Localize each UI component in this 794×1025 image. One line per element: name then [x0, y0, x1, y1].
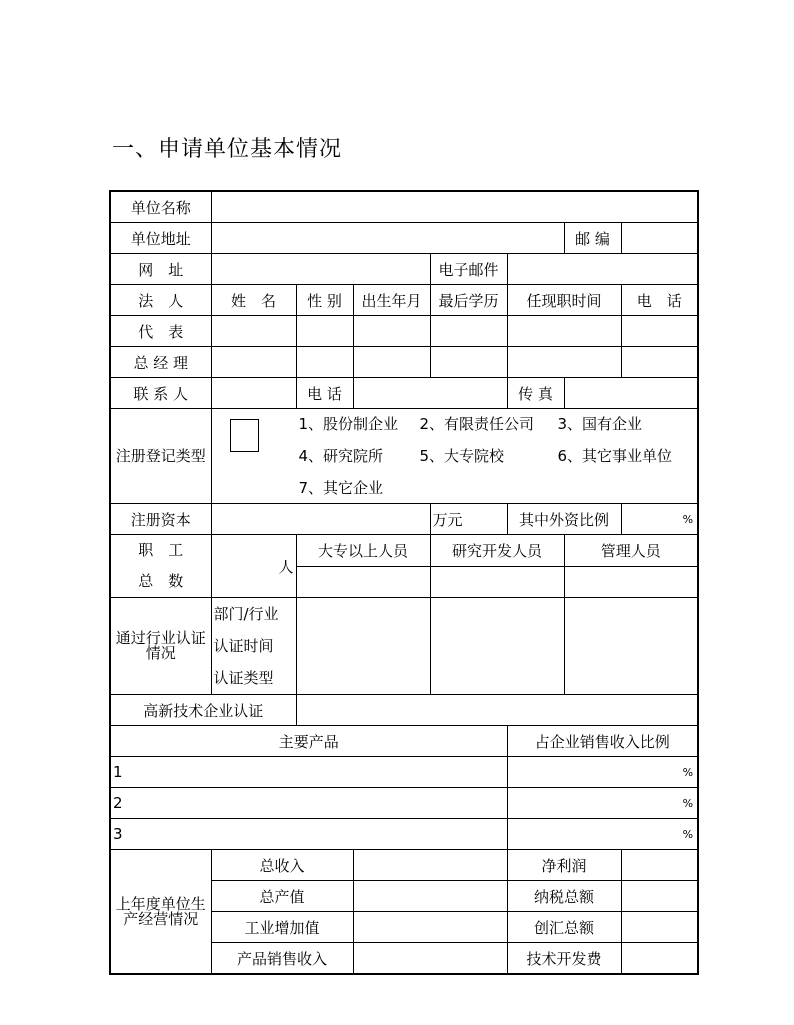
header-birth: 出生年月	[353, 285, 430, 316]
header-college: 大专以上人员	[296, 535, 430, 567]
label-tax-total: 纳税总额	[507, 881, 621, 912]
label-industry-cert	[110, 598, 211, 695]
row-industry-cert	[110, 598, 698, 695]
label-cert-time: 认证时间	[213, 637, 274, 655]
product-row	[110, 757, 698, 788]
row-products-header	[110, 726, 698, 757]
field-website[interactable]	[211, 254, 430, 285]
label-contact: 联 系 人	[110, 378, 211, 409]
row-website	[110, 254, 698, 285]
reg-type-text: 注册登记类型	[115, 446, 206, 465]
field-cert-3[interactable]	[564, 598, 698, 695]
reg-option: 6、其它事业单位	[557, 447, 673, 465]
field-total-income[interactable]	[353, 850, 507, 881]
row-ops-1	[110, 850, 698, 881]
label-email: 电子邮件	[430, 254, 507, 285]
field-reg-capital[interactable]	[211, 504, 430, 535]
label-cert-dept: 部门/行业	[213, 605, 279, 623]
row-legal-rep-header	[110, 285, 698, 316]
product-index[interactable]: 3	[110, 819, 507, 850]
label-reg-capital: 注册资本	[110, 504, 211, 535]
reg-option: 2、有限责任公司	[419, 415, 535, 433]
field-net-profit[interactable]	[621, 850, 698, 881]
product-ratio[interactable]: %	[507, 788, 698, 819]
header-managers: 管理人员	[564, 535, 698, 567]
row-general-manager	[110, 347, 698, 378]
product-ratio[interactable]: %	[507, 757, 698, 788]
header-gender: 性 别	[296, 285, 353, 316]
field-rep-tenure[interactable]	[507, 316, 621, 347]
product-row	[110, 788, 698, 819]
reg-type-checkbox[interactable]	[230, 419, 259, 452]
label-cert-type: 认证类型	[213, 669, 274, 687]
field-gm-tenure[interactable]	[507, 347, 621, 378]
label-industry-added: 工业增加值	[211, 912, 353, 943]
reg-option: 4、研究院所	[298, 447, 384, 465]
field-rnd-fee[interactable]	[621, 943, 698, 975]
product-index[interactable]: 1	[110, 757, 507, 788]
header-sales-ratio: 占企业销售收入比例	[507, 726, 698, 757]
reg-type-options	[299, 413, 698, 499]
label-net-profit: 净利润	[507, 850, 621, 881]
product-row	[110, 819, 698, 850]
product-ratio[interactable]: %	[507, 819, 698, 850]
reg-option: 5、大专院校	[419, 447, 505, 465]
field-postcode[interactable]	[621, 223, 698, 254]
row-unit-address	[110, 223, 698, 254]
label-last-year	[110, 850, 211, 975]
header-tenure: 任现职时间	[507, 285, 621, 316]
reg-type-cell	[211, 409, 698, 504]
reg-option: 3、国有企业	[557, 415, 643, 433]
label-foreign-ratio: 其中外资比例	[507, 504, 621, 535]
page-title: 一、申请单位基本情况	[112, 137, 343, 162]
field-managers[interactable]	[564, 566, 698, 598]
field-fax[interactable]	[564, 378, 698, 409]
field-rep-name[interactable]	[211, 316, 296, 347]
field-staff-total[interactable]	[211, 535, 296, 598]
field-rnd-staff[interactable]	[430, 566, 564, 598]
row-contact	[110, 378, 698, 409]
cert-labels	[211, 598, 296, 695]
label-general-manager: 总 经 理	[110, 347, 211, 378]
label-rnd-fee: 技术开发费	[507, 943, 621, 975]
field-rep-education[interactable]	[430, 316, 507, 347]
field-cert-2[interactable]	[430, 598, 564, 695]
field-gm-name[interactable]	[211, 347, 296, 378]
row-reg-type	[110, 409, 698, 504]
header-phone: 电 话	[621, 285, 698, 316]
field-gm-education[interactable]	[430, 347, 507, 378]
row-staff-header	[110, 535, 698, 567]
label-reg-type	[110, 409, 211, 504]
header-education: 最后学历	[430, 285, 507, 316]
row-unit-name	[110, 191, 698, 223]
field-gm-birth[interactable]	[353, 347, 430, 378]
label-hightech-cert: 高新技术企业认证	[110, 695, 296, 726]
field-rep-phone[interactable]	[621, 316, 698, 347]
header-main-products: 主要产品	[110, 726, 507, 757]
label-postcode: 邮 编	[564, 223, 621, 254]
field-product-sales[interactable]	[353, 943, 507, 975]
label-contact-phone: 电 话	[296, 378, 353, 409]
row-legal-rep	[110, 316, 698, 347]
row-reg-capital	[110, 504, 698, 535]
field-cert-1[interactable]	[296, 598, 430, 695]
header-name: 姓 名	[211, 285, 296, 316]
field-contact[interactable]	[211, 378, 296, 409]
label-wan-yuan: 万元	[430, 504, 507, 535]
field-email[interactable]	[507, 254, 698, 285]
label-website: 网 址	[110, 254, 211, 285]
label-legal-rep-1: 法 人	[110, 285, 211, 316]
field-unit-address[interactable]	[211, 223, 564, 254]
field-rep-gender[interactable]	[296, 316, 353, 347]
field-college[interactable]	[296, 566, 430, 598]
label-staff-2: 总 数	[138, 572, 184, 590]
field-industry-added[interactable]	[353, 912, 507, 943]
reg-option: 1、股份制企业	[298, 415, 399, 433]
row-hightech-cert	[110, 695, 698, 726]
field-rep-birth[interactable]	[353, 316, 430, 347]
label-unit-address: 单位地址	[110, 223, 211, 254]
industry-cert-text: 通过行业认证情况	[115, 629, 206, 662]
field-unit-name[interactable]	[211, 191, 698, 223]
field-total-output[interactable]	[353, 881, 507, 912]
label-unit-name: 单位名称	[110, 191, 211, 223]
field-hightech-cert[interactable]	[296, 695, 698, 726]
field-contact-phone[interactable]	[353, 378, 507, 409]
label-fax: 传 真	[507, 378, 564, 409]
label-product-sales: 产品销售收入	[211, 943, 353, 975]
field-tax-total[interactable]	[621, 881, 698, 912]
application-form-table	[109, 190, 699, 975]
field-foreign-ratio[interactable]: %	[621, 504, 698, 535]
product-index[interactable]: 2	[110, 788, 507, 819]
label-staff	[110, 535, 211, 598]
field-gm-gender[interactable]	[296, 347, 353, 378]
label-person-unit: 人	[278, 557, 294, 576]
field-gm-phone[interactable]	[621, 347, 698, 378]
reg-option: 7、其它企业	[298, 479, 384, 497]
label-staff-1: 职 工	[138, 541, 184, 559]
field-forex-total[interactable]	[621, 912, 698, 943]
label-total-output: 总产值	[211, 881, 353, 912]
header-rnd-staff: 研究开发人员	[430, 535, 564, 567]
label-total-income: 总收入	[211, 850, 353, 881]
label-legal-rep-2: 代 表	[110, 316, 211, 347]
last-year-text: 上年度单位生产经营情况	[115, 894, 206, 928]
label-forex-total: 创汇总额	[507, 912, 621, 943]
